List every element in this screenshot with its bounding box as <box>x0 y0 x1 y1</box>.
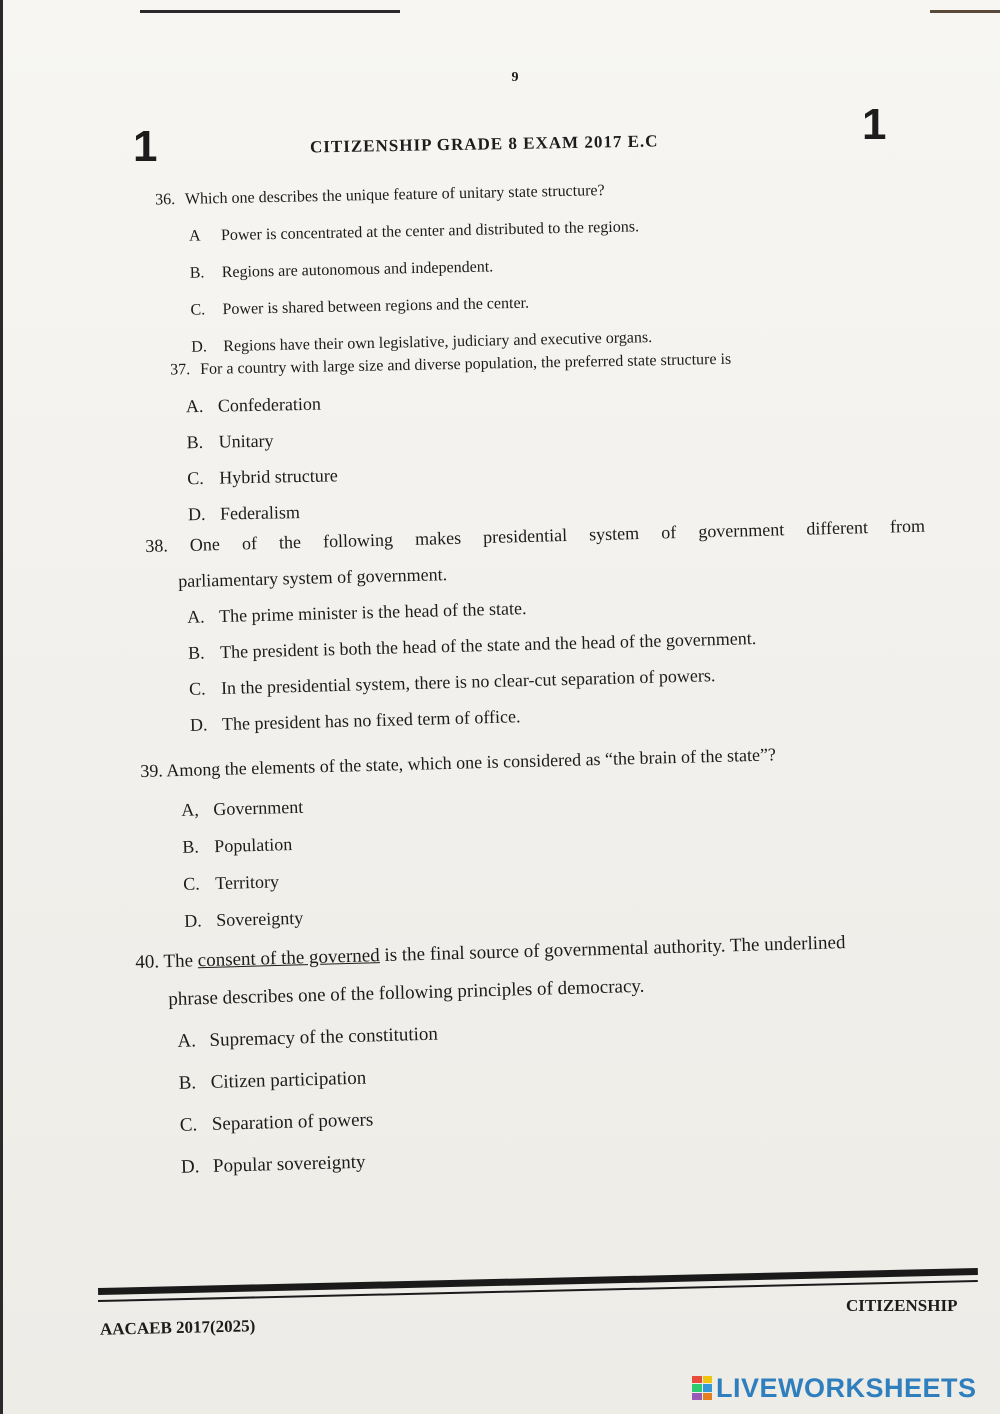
logo-square <box>692 1384 702 1391</box>
question-number: 38. <box>145 535 169 556</box>
option-list <box>186 385 734 525</box>
question-text: For a country with large size and diverse population, the preferred state structure is <box>200 350 732 378</box>
question-39 <box>140 741 885 948</box>
option-d[interactable]: D. Regions have their own legislative, judiciary and executive organs. <box>191 329 653 356</box>
option-b[interactable]: B. The president is both the head of the state and the head of the government. <box>187 628 757 663</box>
question-list <box>130 182 960 1178</box>
option-a[interactable]: A, Government <box>181 796 304 820</box>
question-38 <box>145 515 930 751</box>
logo-square <box>703 1376 713 1383</box>
question-number: 40. <box>135 951 160 973</box>
option-d[interactable]: D. The president has no fixed term of office. <box>189 706 521 735</box>
question-text: Among the elements of the state, which one is considered as “the brain of the state”? <box>166 744 777 781</box>
question-number: 37. <box>170 361 191 379</box>
logo-square <box>692 1393 702 1400</box>
option-a[interactable]: A. Confederation <box>185 393 322 417</box>
page-edge-left <box>0 0 3 1414</box>
question-stem-continued: parliamentary system of government. <box>177 564 448 592</box>
option-d[interactable]: D. Popular sovereignty <box>180 1151 366 1178</box>
option-d[interactable]: D. Sovereignty <box>183 907 304 931</box>
question-number: 36. <box>155 191 176 209</box>
corner-number-left: 1 <box>133 122 158 171</box>
option-c[interactable]: C. In the presidential system, there is no clear-cut separation of powers. <box>188 665 716 699</box>
option-b[interactable]: B. Citizen participation <box>178 1067 367 1094</box>
option-list <box>187 587 930 736</box>
logo-square <box>692 1376 702 1383</box>
underlined-phrase: consent of the governed <box>197 945 380 972</box>
question-stem-continued: phrase describes one of the following principles of democracy. <box>168 975 645 1011</box>
liveworksheets-brand[interactable] <box>692 1373 977 1403</box>
option-c[interactable]: C. Territory <box>182 871 280 894</box>
corner-number-right: 1 <box>862 100 887 149</box>
option-c[interactable]: C. Separation of powers <box>179 1109 374 1136</box>
option-list <box>177 1009 971 1179</box>
option-b[interactable]: B. Unitary <box>186 430 274 453</box>
page-number: 9 <box>511 70 519 85</box>
option-d[interactable]: D. Federalism <box>187 502 301 525</box>
logo-square <box>703 1393 713 1400</box>
option-a[interactable]: A. The prime minister is the head of the state. <box>186 598 527 627</box>
question-text: Which one describes the unique feature of unitary state structure? <box>184 182 605 208</box>
option-c[interactable]: C. Hybrid structure <box>187 465 338 489</box>
question-stem: 38. One of the following makes presidential system of government different from <box>145 515 926 556</box>
question-36 <box>130 173 963 360</box>
option-list <box>181 781 884 932</box>
footer-exam-code: AACAEB 2017(2025) <box>99 1316 256 1339</box>
option-a[interactable]: A. Supremacy of the constitution <box>177 1023 439 1052</box>
option-a[interactable]: A Power is concentrated at the center and distributed to the regions. <box>188 218 640 245</box>
question-stem: 40. The consent of the governed is the final source of governmental authority. The underlined <box>135 932 846 973</box>
logo-square <box>703 1384 713 1391</box>
option-b[interactable]: B. Population <box>182 834 293 857</box>
option-b[interactable]: B. Regions are autonomous and independent. <box>189 258 494 282</box>
option-c[interactable]: C. Power is shared between regions and the center. <box>190 294 530 319</box>
option-list <box>189 210 964 359</box>
page-edge-top-right <box>930 10 1000 13</box>
brand-text: LIVEWORKSHEETS <box>716 1372 977 1403</box>
question-40 <box>135 929 972 1200</box>
footer-subject: CITIZENSHIP <box>846 1296 958 1315</box>
question-stem <box>155 173 960 212</box>
question-number: 39. <box>140 760 164 781</box>
page-edge-top <box>140 10 400 13</box>
question-37 <box>145 349 734 540</box>
liveworksheets-logo-icon <box>692 1376 712 1400</box>
exam-title: CITIZENSHIP GRADE 8 EXAM 2017 E.C <box>309 131 659 157</box>
